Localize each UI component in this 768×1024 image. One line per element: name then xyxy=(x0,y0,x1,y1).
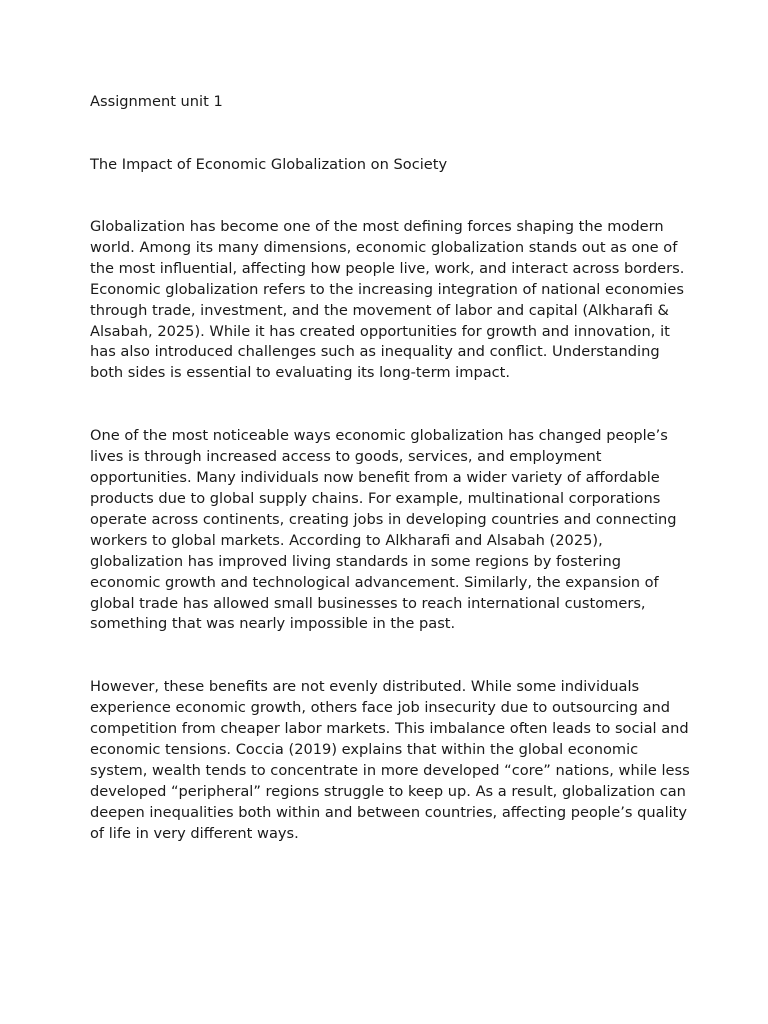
document-page xyxy=(90,91,690,887)
paragraph-intro: Globalization has become one of the most defining forces shaping the modern world. Among its many dimensions, economic globalization stands out as one of the most influential, affecting how people live, work, and interact across borders. Economic globalization refers to the increasing integration of national economies through trade, investment, and the movement of labor and capital (Alkharafi & Alsabah, 2025). While it has created opportunities for growth and innovation, it has also introduced challenges such as inequality and conflict. Understanding both sides is essential to evaluating its long-term impact. xyxy=(90,218,685,382)
paragraph-inequality: However, these benefits are not evenly distributed. While some individuals experience economic growth, others face job insecurity due to outsourcing and competition from cheaper labor markets. This imbalance often leads to social and economic tensions. Coccia (2019) explains that within the global economic system, wealth tends to concentrate in more developed “core” nations, while less developed “peripheral” regions struggle to keep up. As a result, globalization can deepen inequalities both within and between countries, affecting people’s quality of life in very different ways. xyxy=(90,678,690,842)
assignment-label: Assignment unit 1 xyxy=(90,93,223,110)
paragraph-benefits: One of the most noticeable ways economic globalization has changed people’s lives is through increased access to goods, services, and employment opportunities. Many individuals now benefit from a wider variety of affordable products due to global supply chains. For example, multinational corporations operate across continents, creating jobs in developing countries and connecting workers to global markets. According to Alkharafi and Alsabah (2025), globalization has improved living standards in some regions by fostering economic growth and technological advancement. Similarly, the expansion of global trade has allowed small businesses to reach international customers, something that was nearly impossible in the past. xyxy=(90,427,677,633)
document-title: The Impact of Economic Globalization on Society xyxy=(90,156,448,173)
